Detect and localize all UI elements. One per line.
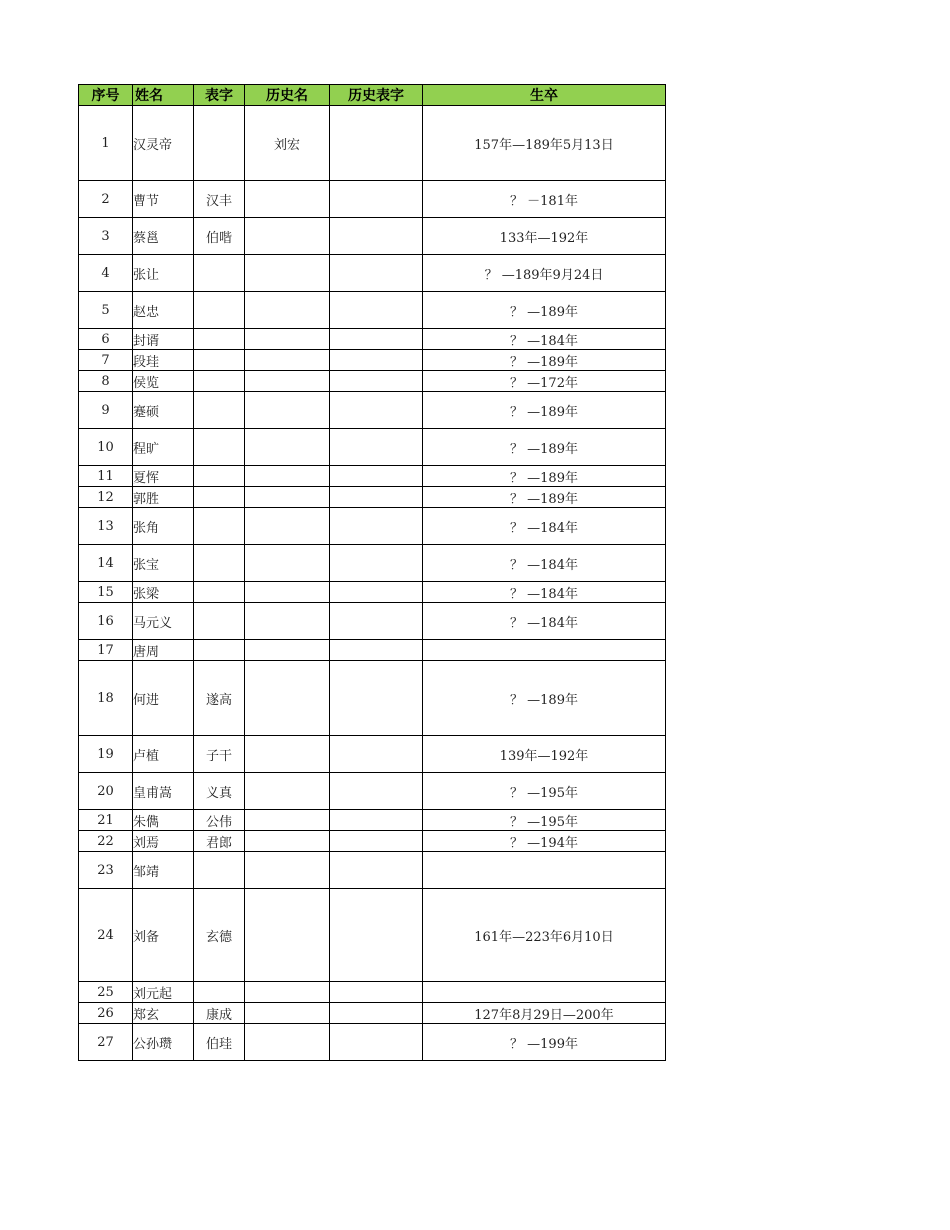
- index-cell[interactable]: 23: [79, 852, 133, 889]
- index-cell[interactable]: 14: [79, 545, 133, 582]
- lifespan-cell[interactable]: ？ —184年: [423, 545, 666, 582]
- name-cell[interactable]: 邹靖: [133, 852, 194, 889]
- index-cell[interactable]: 2: [79, 181, 133, 218]
- historical-name-cell[interactable]: [245, 982, 330, 1003]
- historical-courtesy-name-cell[interactable]: [330, 831, 423, 852]
- lifespan-cell[interactable]: 139年—192年: [423, 736, 666, 773]
- table-row: [79, 1024, 666, 1061]
- lifespan-cell[interactable]: 133年—192年: [423, 218, 666, 255]
- historical-courtesy-name-cell[interactable]: [330, 181, 423, 218]
- historical-name-cell[interactable]: [245, 603, 330, 640]
- name-cell[interactable]: 赵忠: [133, 292, 194, 329]
- index-cell[interactable]: 26: [79, 1003, 133, 1024]
- table-row: [79, 487, 666, 508]
- lifespan-cell[interactable]: 157年—189年5月13日: [423, 106, 666, 181]
- lifespan-cell[interactable]: ？ —189年: [423, 292, 666, 329]
- historical-courtesy-name-cell[interactable]: [330, 371, 423, 392]
- index-cell[interactable]: 24: [79, 889, 133, 982]
- index-cell[interactable]: 21: [79, 810, 133, 831]
- courtesy-name-cell[interactable]: [194, 106, 245, 181]
- name-cell[interactable]: 蔡邕: [133, 218, 194, 255]
- courtesy-name-cell[interactable]: 伯喈: [194, 218, 245, 255]
- historical-name-cell[interactable]: [245, 736, 330, 773]
- historical-courtesy-name-cell[interactable]: [330, 545, 423, 582]
- index-cell[interactable]: 13: [79, 508, 133, 545]
- courtesy-name-cell[interactable]: [194, 582, 245, 603]
- historical-name-cell[interactable]: [245, 661, 330, 736]
- historical-courtesy-name-cell[interactable]: [330, 466, 423, 487]
- historical-courtesy-name-cell[interactable]: [330, 329, 423, 350]
- header-name[interactable]: 姓名: [133, 85, 194, 106]
- historical-name-cell[interactable]: [245, 350, 330, 371]
- historical-courtesy-name-cell[interactable]: [330, 508, 423, 545]
- table-row: [79, 545, 666, 582]
- historical-name-cell[interactable]: [245, 545, 330, 582]
- courtesy-name-cell[interactable]: [194, 640, 245, 661]
- lifespan-cell[interactable]: ？ —184年: [423, 603, 666, 640]
- name-cell[interactable]: 卢植: [133, 736, 194, 773]
- name-cell[interactable]: 封谞: [133, 329, 194, 350]
- historical-courtesy-name-cell[interactable]: [330, 392, 423, 429]
- courtesy-name-cell[interactable]: [194, 371, 245, 392]
- name-cell[interactable]: 郭胜: [133, 487, 194, 508]
- table-row: [79, 831, 666, 852]
- character-table: [78, 84, 666, 1061]
- courtesy-name-cell[interactable]: 子干: [194, 736, 245, 773]
- table-row: [79, 640, 666, 661]
- index-cell[interactable]: 22: [79, 831, 133, 852]
- courtesy-name-cell[interactable]: [194, 603, 245, 640]
- courtesy-name-cell[interactable]: 君郎: [194, 831, 245, 852]
- index-cell[interactable]: 20: [79, 773, 133, 810]
- historical-name-cell[interactable]: [245, 466, 330, 487]
- historical-name-cell[interactable]: [245, 218, 330, 255]
- name-cell[interactable]: 侯览: [133, 371, 194, 392]
- index-cell[interactable]: 5: [79, 292, 133, 329]
- courtesy-name-cell[interactable]: [194, 852, 245, 889]
- name-cell[interactable]: 刘元起: [133, 982, 194, 1003]
- historical-courtesy-name-cell[interactable]: [330, 773, 423, 810]
- index-cell[interactable]: 25: [79, 982, 133, 1003]
- historical-name-cell[interactable]: [245, 773, 330, 810]
- table-row: [79, 466, 666, 487]
- historical-courtesy-name-cell[interactable]: [330, 661, 423, 736]
- index-cell[interactable]: 1: [79, 106, 133, 181]
- lifespan-cell[interactable]: 161年—223年6月10日: [423, 889, 666, 982]
- historical-name-cell[interactable]: [245, 852, 330, 889]
- name-cell[interactable]: 汉灵帝: [133, 106, 194, 181]
- lifespan-cell[interactable]: ？ —189年9月24日: [423, 255, 666, 292]
- name-cell[interactable]: 刘备: [133, 889, 194, 982]
- lifespan-cell[interactable]: [423, 640, 666, 661]
- lifespan-cell[interactable]: ？ —189年: [423, 392, 666, 429]
- header-row: [79, 85, 666, 106]
- name-cell[interactable]: 朱儁: [133, 810, 194, 831]
- header-index[interactable]: 序号: [79, 85, 133, 106]
- lifespan-cell[interactable]: ？ —195年: [423, 773, 666, 810]
- historical-courtesy-name-cell[interactable]: [330, 810, 423, 831]
- header-lifespan[interactable]: 生卒: [423, 85, 666, 106]
- table-row: [79, 736, 666, 773]
- historical-courtesy-name-cell[interactable]: [330, 736, 423, 773]
- courtesy-name-cell[interactable]: 康成: [194, 1003, 245, 1024]
- index-cell[interactable]: 15: [79, 582, 133, 603]
- courtesy-name-cell[interactable]: [194, 487, 245, 508]
- courtesy-name-cell[interactable]: 公伟: [194, 810, 245, 831]
- table-row: [79, 603, 666, 640]
- lifespan-cell[interactable]: ？ —184年: [423, 329, 666, 350]
- lifespan-cell[interactable]: 127年8月29日—200年: [423, 1003, 666, 1024]
- table-row: [79, 508, 666, 545]
- historical-courtesy-name-cell[interactable]: [330, 487, 423, 508]
- name-cell[interactable]: 唐周: [133, 640, 194, 661]
- index-cell[interactable]: 6: [79, 329, 133, 350]
- table-row: [79, 106, 666, 181]
- courtesy-name-cell[interactable]: 玄德: [194, 889, 245, 982]
- historical-courtesy-name-cell[interactable]: [330, 582, 423, 603]
- courtesy-name-cell[interactable]: [194, 466, 245, 487]
- name-cell[interactable]: 张角: [133, 508, 194, 545]
- historical-courtesy-name-cell[interactable]: [330, 350, 423, 371]
- historical-courtesy-name-cell[interactable]: [330, 852, 423, 889]
- courtesy-name-cell[interactable]: 遂高: [194, 661, 245, 736]
- historical-name-cell[interactable]: [245, 292, 330, 329]
- historical-courtesy-name-cell[interactable]: [330, 982, 423, 1003]
- name-cell[interactable]: 张让: [133, 255, 194, 292]
- historical-name-cell[interactable]: [245, 181, 330, 218]
- lifespan-cell[interactable]: [423, 982, 666, 1003]
- courtesy-name-cell[interactable]: 伯珪: [194, 1024, 245, 1061]
- name-cell[interactable]: 蹇硕: [133, 392, 194, 429]
- index-cell[interactable]: 4: [79, 255, 133, 292]
- name-cell[interactable]: 马元义: [133, 603, 194, 640]
- table-row: [79, 810, 666, 831]
- courtesy-name-cell[interactable]: 义真: [194, 773, 245, 810]
- index-cell[interactable]: 9: [79, 392, 133, 429]
- historical-name-cell[interactable]: [245, 392, 330, 429]
- historical-name-cell[interactable]: [245, 640, 330, 661]
- courtesy-name-cell[interactable]: [194, 545, 245, 582]
- lifespan-cell[interactable]: ？ －181年: [423, 181, 666, 218]
- historical-courtesy-name-cell[interactable]: [330, 1024, 423, 1061]
- lifespan-cell[interactable]: ？ —189年: [423, 661, 666, 736]
- index-cell[interactable]: 3: [79, 218, 133, 255]
- index-cell[interactable]: 10: [79, 429, 133, 466]
- name-cell[interactable]: 曹节: [133, 181, 194, 218]
- table-row: [79, 255, 666, 292]
- index-cell[interactable]: 7: [79, 350, 133, 371]
- lifespan-cell[interactable]: ？ —189年: [423, 487, 666, 508]
- lifespan-cell[interactable]: ？ —199年: [423, 1024, 666, 1061]
- historical-courtesy-name-cell[interactable]: [330, 218, 423, 255]
- lifespan-cell[interactable]: ？ —189年: [423, 429, 666, 466]
- courtesy-name-cell[interactable]: [194, 508, 245, 545]
- header-historical-name[interactable]: 历史名: [245, 85, 330, 106]
- table-row: [79, 181, 666, 218]
- lifespan-cell[interactable]: ？ —184年: [423, 508, 666, 545]
- name-cell[interactable]: 何进: [133, 661, 194, 736]
- lifespan-cell[interactable]: ？ —189年: [423, 350, 666, 371]
- index-cell[interactable]: 11: [79, 466, 133, 487]
- courtesy-name-cell[interactable]: [194, 255, 245, 292]
- index-cell[interactable]: 12: [79, 487, 133, 508]
- name-cell[interactable]: 张宝: [133, 545, 194, 582]
- name-cell[interactable]: 夏恽: [133, 466, 194, 487]
- historical-courtesy-name-cell[interactable]: [330, 292, 423, 329]
- historical-name-cell[interactable]: [245, 255, 330, 292]
- lifespan-cell[interactable]: ？ —195年: [423, 810, 666, 831]
- historical-name-cell[interactable]: [245, 429, 330, 466]
- table-row: [79, 218, 666, 255]
- table-row: [79, 852, 666, 889]
- index-cell[interactable]: 27: [79, 1024, 133, 1061]
- historical-courtesy-name-cell[interactable]: [330, 889, 423, 982]
- historical-courtesy-name-cell[interactable]: [330, 640, 423, 661]
- table-row: [79, 292, 666, 329]
- historical-name-cell[interactable]: [245, 1003, 330, 1024]
- historical-name-cell[interactable]: [245, 831, 330, 852]
- historical-name-cell[interactable]: [245, 508, 330, 545]
- table-row: [79, 1003, 666, 1024]
- lifespan-cell[interactable]: ？ —194年: [423, 831, 666, 852]
- header-historical-courtesy-name[interactable]: 历史表字: [330, 85, 423, 106]
- courtesy-name-cell[interactable]: 汉丰: [194, 181, 245, 218]
- courtesy-name-cell[interactable]: [194, 982, 245, 1003]
- historical-courtesy-name-cell[interactable]: [330, 106, 423, 181]
- name-cell[interactable]: 皇甫嵩: [133, 773, 194, 810]
- historical-name-cell[interactable]: [245, 810, 330, 831]
- index-cell[interactable]: 17: [79, 640, 133, 661]
- table-row: [79, 773, 666, 810]
- name-cell[interactable]: 段珪: [133, 350, 194, 371]
- name-cell[interactable]: 郑玄: [133, 1003, 194, 1024]
- table-row: [79, 582, 666, 603]
- courtesy-name-cell[interactable]: [194, 329, 245, 350]
- lifespan-cell[interactable]: ？ —184年: [423, 582, 666, 603]
- name-cell[interactable]: 张梁: [133, 582, 194, 603]
- name-cell[interactable]: 公孙瓒: [133, 1024, 194, 1061]
- table-row: [79, 329, 666, 350]
- name-cell[interactable]: 程旷: [133, 429, 194, 466]
- courtesy-name-cell[interactable]: [194, 392, 245, 429]
- index-cell[interactable]: 16: [79, 603, 133, 640]
- header-courtesy-name[interactable]: 表字: [194, 85, 245, 106]
- table-row: [79, 889, 666, 982]
- courtesy-name-cell[interactable]: [194, 429, 245, 466]
- historical-name-cell[interactable]: [245, 329, 330, 350]
- courtesy-name-cell[interactable]: [194, 292, 245, 329]
- historical-courtesy-name-cell[interactable]: [330, 1003, 423, 1024]
- historical-courtesy-name-cell[interactable]: [330, 429, 423, 466]
- historical-courtesy-name-cell[interactable]: [330, 603, 423, 640]
- lifespan-cell[interactable]: ？ —189年: [423, 466, 666, 487]
- courtesy-name-cell[interactable]: [194, 350, 245, 371]
- index-cell[interactable]: 18: [79, 661, 133, 736]
- lifespan-cell[interactable]: ？ —172年: [423, 371, 666, 392]
- table-row: [79, 392, 666, 429]
- index-cell[interactable]: 8: [79, 371, 133, 392]
- historical-name-cell[interactable]: 刘宏: [245, 106, 330, 181]
- historical-name-cell[interactable]: [245, 1024, 330, 1061]
- lifespan-cell[interactable]: [423, 852, 666, 889]
- historical-name-cell[interactable]: [245, 371, 330, 392]
- table-row: [79, 429, 666, 466]
- historical-courtesy-name-cell[interactable]: [330, 255, 423, 292]
- historical-name-cell[interactable]: [245, 582, 330, 603]
- table-row: [79, 371, 666, 392]
- table-row: [79, 982, 666, 1003]
- historical-name-cell[interactable]: [245, 487, 330, 508]
- historical-name-cell[interactable]: [245, 889, 330, 982]
- table-row: [79, 350, 666, 371]
- name-cell[interactable]: 刘焉: [133, 831, 194, 852]
- table-row: [79, 661, 666, 736]
- index-cell[interactable]: 19: [79, 736, 133, 773]
